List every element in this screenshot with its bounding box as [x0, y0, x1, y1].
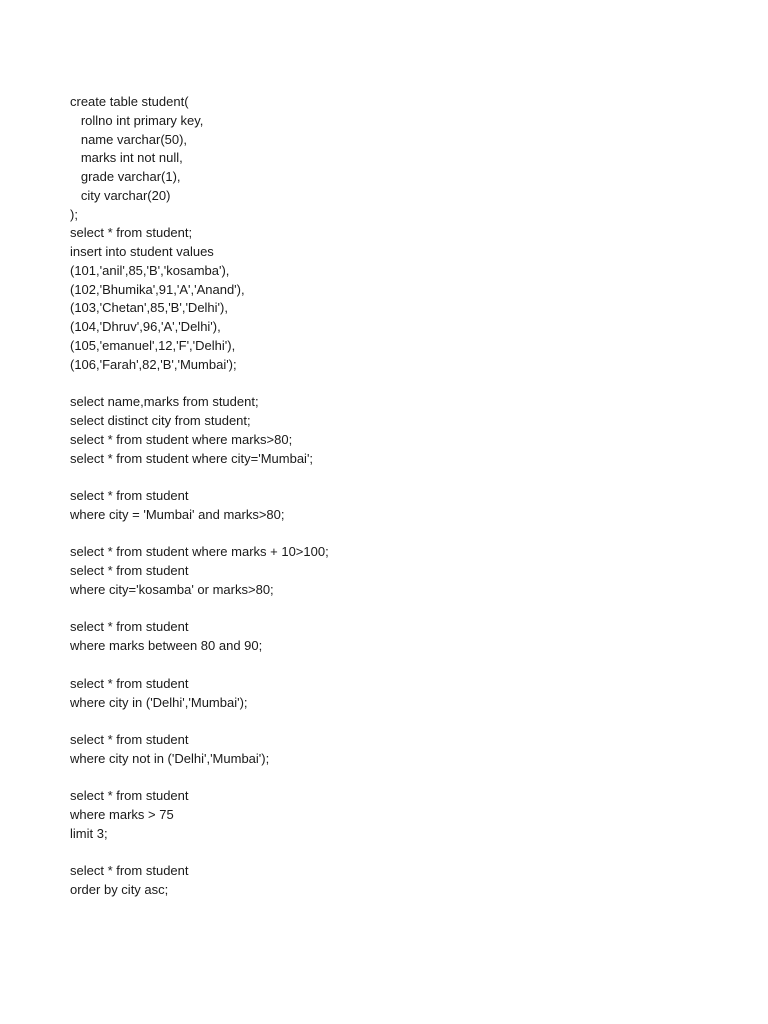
code-line: (105,'emanuel',12,'F','Delhi'),	[70, 337, 236, 353]
code-line: select * from student	[70, 619, 189, 635]
code-line: marks int not null,	[70, 150, 183, 166]
code-line: select name,marks from student;	[70, 394, 259, 410]
code-line: create table student(	[70, 94, 189, 109]
code-line: (102,'Bhumika',91,'A','Anand'),	[70, 281, 245, 297]
blank-line	[70, 769, 750, 788]
blank-line	[70, 712, 750, 731]
code-line: rollno int primary key,	[70, 112, 204, 128]
code-line: select * from student;	[70, 225, 193, 241]
code-line: where marks between 80 and 90;	[70, 638, 263, 654]
sql-code-block	[70, 93, 750, 900]
code-line: select * from student	[70, 488, 189, 504]
code-line: where marks > 75	[70, 807, 174, 823]
code-line: where city in ('Delhi','Mumbai');	[70, 694, 248, 710]
code-line: city varchar(20)	[70, 187, 171, 203]
code-line: select * from student	[70, 563, 189, 579]
code-line: insert into student values	[70, 244, 214, 260]
code-line: where city='kosamba' or marks>80;	[70, 581, 274, 597]
code-line: select distinct city from student;	[70, 413, 251, 429]
code-line: select * from student	[70, 788, 189, 804]
code-line: select * from student	[70, 863, 189, 879]
blank-line	[70, 468, 750, 487]
code-line: select * from student	[70, 732, 189, 748]
code-line: (101,'anil',85,'B','kosamba'),	[70, 262, 230, 278]
code-line: (104,'Dhruv',96,'A','Delhi'),	[70, 319, 221, 335]
code-line: (103,'Chetan',85,'B','Delhi'),	[70, 300, 228, 316]
blank-line	[70, 600, 750, 619]
code-line: where city not in ('Delhi','Mumbai');	[70, 750, 270, 766]
code-line: name varchar(50),	[70, 131, 188, 147]
blank-line	[70, 374, 750, 393]
code-line: select * from student where marks + 10>100;	[70, 544, 329, 560]
code-line: order by city asc;	[70, 882, 169, 898]
blank-line	[70, 525, 750, 544]
code-line: select * from student where city='Mumbai';	[70, 450, 314, 466]
code-line: grade varchar(1),	[70, 169, 181, 185]
code-line: limit 3;	[70, 825, 108, 841]
code-line: (106,'Farah',82,'B','Mumbai');	[70, 356, 237, 372]
code-line: where city = 'Mumbai' and marks>80;	[70, 506, 285, 522]
blank-line	[70, 844, 750, 863]
blank-line	[70, 656, 750, 675]
code-line: select * from student	[70, 675, 189, 691]
code-line: );	[70, 206, 78, 222]
code-line: select * from student where marks>80;	[70, 431, 293, 447]
